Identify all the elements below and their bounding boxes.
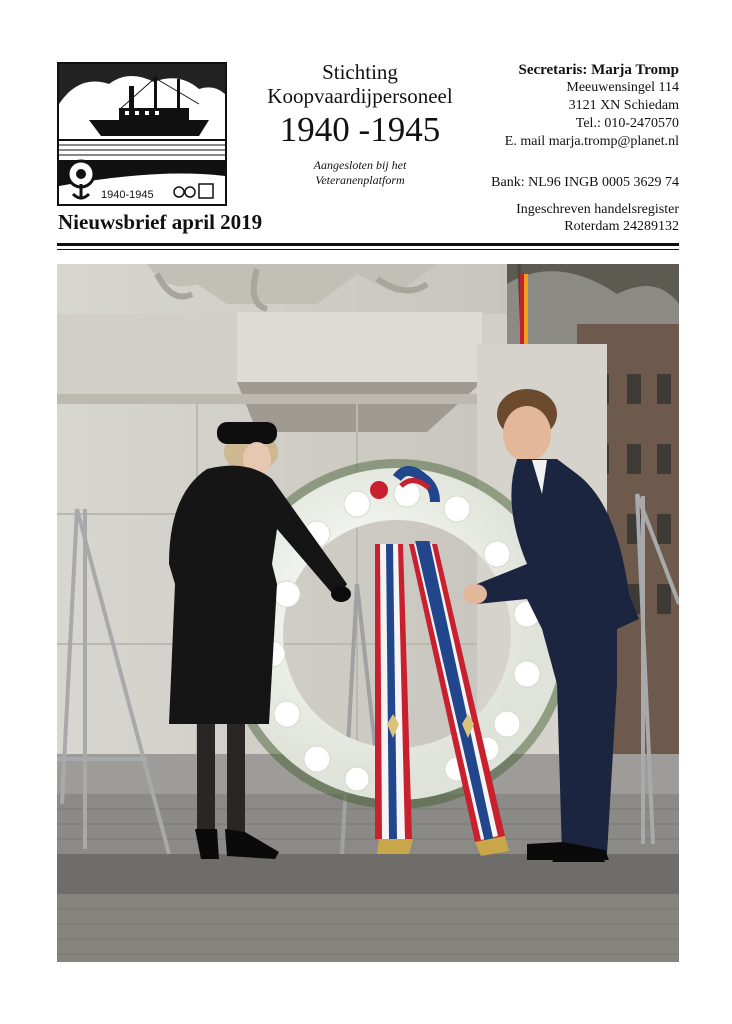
org-name-line1: Stichting	[322, 60, 398, 84]
newsletter-title: Nieuwsbrief april 2019	[58, 210, 263, 234]
header-divider-thin	[57, 249, 679, 250]
bank-account: Bank: NL96 INGB 0005 3629 74	[491, 175, 679, 190]
postal-city: 3121 XN Schiedam	[568, 98, 679, 113]
register-line1: Ingeschreven handelsregister	[516, 202, 679, 217]
org-years: 1940 -1945	[279, 110, 441, 149]
cover-photo	[57, 264, 679, 962]
wreath-ceremony-illustration	[57, 264, 679, 962]
email-address[interactable]: E. mail marja.tromp@planet.nl	[504, 134, 679, 149]
affiliation-line2: Veteranenplatform	[315, 173, 405, 187]
secretary-name: Secretaris: Marja Tromp	[518, 62, 679, 78]
foundation-logo	[57, 62, 227, 206]
header-divider-thick	[57, 243, 679, 246]
organisation-name-block	[250, 60, 470, 188]
logo-caption: 1940-1945	[101, 189, 154, 201]
affiliation-line1: Aangesloten bij het	[313, 158, 407, 172]
org-name-line2: Koopvaardijpersoneel	[267, 84, 453, 108]
street-address: Meeuwensingel 114	[566, 80, 679, 95]
ship-emblem-icon	[59, 64, 225, 204]
contact-block	[505, 61, 679, 151]
register-line2: Roterdam 24289132	[564, 219, 679, 234]
trade-register	[516, 201, 679, 235]
phone-number: Tel.: 010-2470570	[575, 116, 679, 131]
